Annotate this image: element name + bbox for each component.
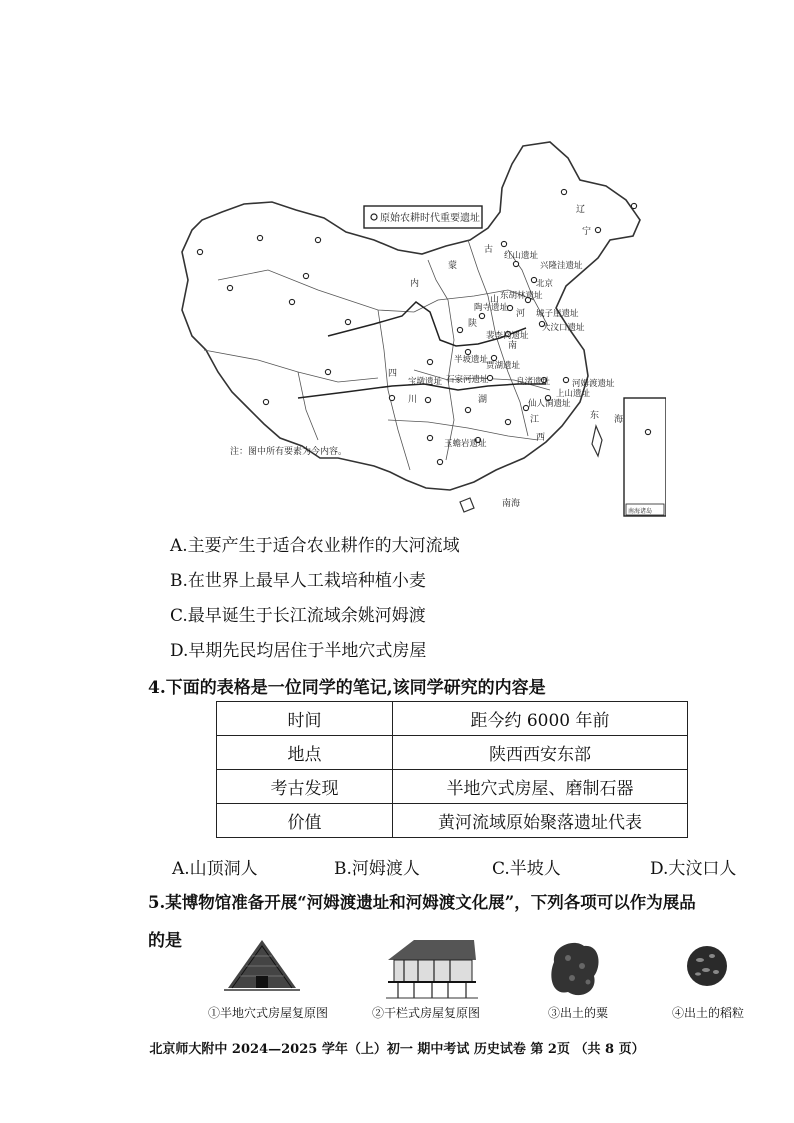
label-xinglongwa: 兴隆洼遗址 — [540, 261, 583, 271]
region-si: 四 — [388, 369, 398, 379]
region-jiang: 江 — [530, 415, 540, 425]
label-shangshan: 上山遗址 — [556, 389, 591, 399]
region-ning: 宁 — [582, 227, 592, 237]
label-liangzhu: 良渚遗址 — [516, 377, 551, 387]
region-meng: 蒙 — [448, 261, 458, 271]
region-gu: 古 — [484, 245, 494, 255]
label-shijiahe: 石家河遗址 — [446, 375, 489, 385]
label-dawenkou: 大汶口遗址 — [542, 323, 585, 333]
q4-notes-table — [216, 701, 688, 838]
semi-subterranean-house-image — [222, 936, 302, 1006]
map-legend: 原始农耕时代重要遗址 — [380, 213, 480, 224]
label-xianrendong: 仙人洞遗址 — [528, 399, 571, 409]
q3-option-a: A.主要产生于适合农业耕作的大河流域 — [170, 536, 460, 556]
label-hongshan: 红山遗址 — [504, 251, 539, 261]
region-nei: 内 — [410, 279, 420, 289]
label-baodun: 宝墩遗址 — [408, 377, 443, 387]
label-chengziya: 城子崖遗址 — [536, 309, 579, 319]
label-hemudu: 河姆渡遗址 — [572, 379, 615, 389]
table-value: 陕西西安东部 — [393, 736, 688, 770]
table-value: 半地穴式房屋、磨制石器 — [393, 770, 688, 804]
table-row — [217, 770, 688, 804]
table-key: 考古发现 — [217, 770, 393, 804]
label-donghulin: 东胡林遗址 — [500, 291, 543, 301]
q5-stem-line2: 的是 — [148, 931, 182, 951]
china-neolithic-sites-map — [178, 140, 666, 518]
inset-label: 南海诸岛 — [628, 508, 653, 515]
q4-option-b: B.河姆渡人 — [334, 859, 420, 879]
region-hai: 海 — [614, 415, 624, 425]
table-row — [217, 804, 688, 838]
exhibit-caption-4: ④出土的稻粒 — [672, 1006, 745, 1020]
page-footer: 北京师大附中 2024—2025 学年（上）初一 期中考试 历史试卷 第 2页 （共 8 页） — [149, 1042, 645, 1057]
table-key: 地点 — [217, 736, 393, 770]
q3-option-b: B.在世界上最早人工栽培种植小麦 — [170, 571, 426, 591]
region-chuan: 川 — [408, 395, 418, 405]
q4-option-a: A.山顶洞人 — [172, 859, 258, 879]
region-xi: 西 — [536, 433, 546, 443]
q5-stem-line1: 5.某博物馆准备开展“河姆渡遗址和河姆渡文化展”，下列各项可以作为展品 — [148, 893, 696, 912]
label-yuchanyan: 玉蟾岩遗址 — [444, 439, 487, 449]
label-jiahu: 贾湖遗址 — [486, 361, 521, 371]
region-dong: 东 — [590, 411, 600, 421]
exhibit-caption-3: ③出土的粟 — [548, 1006, 609, 1020]
table-row — [217, 736, 688, 770]
region-liao: 辽 — [576, 205, 586, 215]
q3-option-d: D.早期先民均居住于半地穴式房屋 — [170, 641, 427, 661]
exhibit-caption-2: ②干栏式房屋复原图 — [372, 1006, 481, 1020]
table-value: 距今约 6000 年前 — [393, 702, 688, 736]
region-he: 河 — [516, 309, 526, 319]
rice-grain-image — [682, 936, 732, 1006]
label-taosi: 陶寺遗址 — [474, 303, 509, 313]
region-shaan: 陕 — [468, 319, 478, 329]
map-note: 注：图中所有要素为今内容。 — [230, 447, 348, 457]
label-peiligang: 裴李岗遗址 — [486, 331, 529, 341]
exhibit-caption-1: ①半地穴式房屋复原图 — [208, 1006, 329, 1020]
q4-option-c: C.半坡人 — [492, 859, 561, 879]
region-nan: 南 — [508, 341, 518, 351]
table-key: 时间 — [217, 702, 393, 736]
region-shan: 山 — [490, 295, 500, 305]
q3-option-c: C.最早诞生于长江流域余姚河姆渡 — [170, 606, 426, 626]
label-beijing: 北京 — [536, 279, 554, 289]
map-south-sea-label: 南海 — [502, 499, 521, 509]
table-value: 黄河流域原始聚落遗址代表 — [393, 804, 688, 838]
millet-image — [544, 936, 606, 1006]
stilt-house-image — [384, 936, 480, 1006]
table-row — [217, 702, 688, 736]
q4-stem: 4.下面的表格是一位同学的笔记,该同学研究的内容是 — [148, 678, 546, 698]
label-banpo: 半坡遗址 — [454, 355, 489, 365]
q4-option-d: D.大汶口人 — [650, 859, 737, 879]
table-key: 价值 — [217, 804, 393, 838]
region-hu: 湖 — [478, 395, 488, 405]
